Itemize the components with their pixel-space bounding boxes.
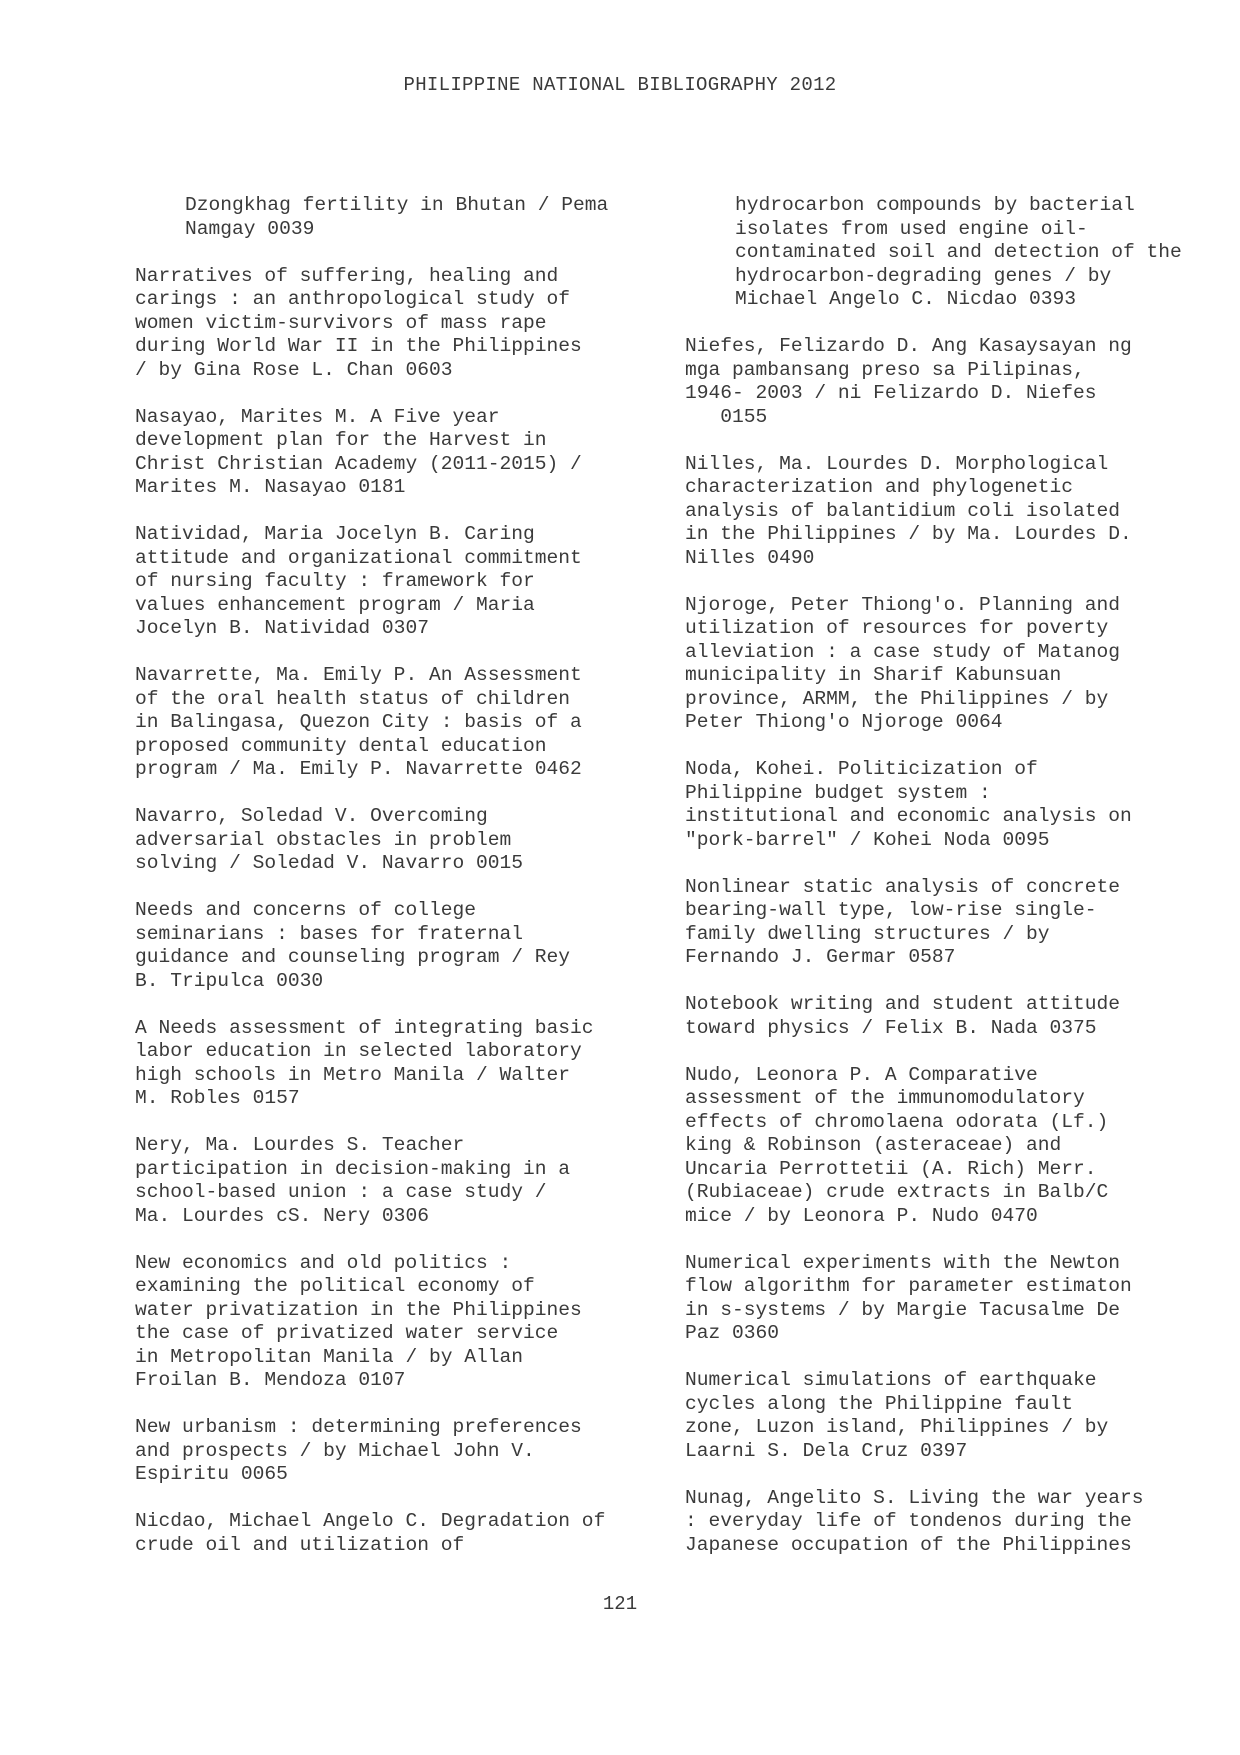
bibliography-entry xyxy=(135,1252,665,1393)
entry-line: B. Tripulca 0030 xyxy=(135,969,324,992)
entry-line: the case of privatized water service xyxy=(135,1322,559,1344)
entry-line: labor education in selected laboratory xyxy=(135,1040,582,1062)
bibliography-entry xyxy=(685,453,1205,571)
entry-line: Japanese occupation of the Philippines xyxy=(685,1533,1132,1556)
left-column xyxy=(135,194,665,1581)
entry-line: Froilan B. Mendoza 0107 xyxy=(135,1369,406,1391)
entry-line: of nursing faculty : framework for xyxy=(135,570,535,592)
entry-line: analysis of balantidium coli isolated xyxy=(685,499,1121,522)
entry-line: high schools in Metro Manila / Walter xyxy=(135,1063,571,1086)
entry-line: of the oral health status of children xyxy=(135,687,571,710)
entry-line: toward physics / Felix B. Nada 0375 xyxy=(685,1016,1097,1039)
entry-line: contaminated soil and detection of the xyxy=(735,241,1182,263)
entry-line: (Rubiaceae) crude extracts in Balb/C xyxy=(685,1181,1109,1203)
entry-line: Niefes, Felizardo D. Ang Kasaysayan ng xyxy=(685,335,1132,357)
entry-line: women victim-survivors of mass rape xyxy=(135,311,547,334)
entry-line: carings : an anthropological study of xyxy=(135,288,571,310)
bibliography-entry xyxy=(135,523,665,641)
entry-line: Nilles 0490 xyxy=(685,546,815,569)
entry-line: king & Robinson (asteraceae) and xyxy=(685,1134,1062,1156)
entry-line: Notebook writing and student attitude xyxy=(685,993,1121,1015)
entry-line: family dwelling structures / by xyxy=(685,922,1050,945)
entry-line: isolates from used engine oil- xyxy=(735,217,1088,240)
entry-line: adversarial obstacles in problem xyxy=(135,828,512,851)
entry-line: zone, Luzon island, Philippines / by xyxy=(685,1416,1109,1438)
entry-line: Natividad, Maria Jocelyn B. Caring xyxy=(135,523,535,545)
bibliography-entry xyxy=(135,1134,665,1228)
entry-line: and prospects / by Michael John V. xyxy=(135,1439,535,1462)
entry-line: hydrocarbon-degrading genes / by xyxy=(735,264,1112,287)
entry-line: values enhancement program / Maria xyxy=(135,593,535,616)
entry-line: during World War II in the Philippines xyxy=(135,335,582,357)
entry-line: Jocelyn B. Natividad 0307 xyxy=(135,617,429,639)
bibliography-entry xyxy=(135,1416,665,1487)
bibliography-entry xyxy=(685,1369,1205,1463)
bibliography-entry-continued xyxy=(135,194,665,241)
bibliography-entry xyxy=(135,664,665,782)
bibliography-entry xyxy=(685,993,1205,1040)
entry-line: municipality in Sharif Kabunsuan xyxy=(685,664,1062,686)
bibliography-entry xyxy=(135,265,665,383)
entry-line: Numerical simulations of earthquake xyxy=(685,1369,1097,1391)
entry-line: province, ARMM, the Philippines / by xyxy=(685,687,1109,710)
entry-line: 0155 xyxy=(685,405,768,428)
entry-line: mga pambansang preso sa Pilipinas, xyxy=(685,358,1085,381)
entry-line: Navarro, Soledad V. Overcoming xyxy=(135,805,488,827)
entry-line: Narratives of suffering, healing and xyxy=(135,264,559,287)
bibliography-entry xyxy=(685,335,1205,429)
entry-line: attitude and organizational commitment xyxy=(135,546,582,569)
entry-line: bearing-wall type, low-rise single- xyxy=(685,899,1097,921)
entry-line: : everyday life of tondenos during the xyxy=(685,1510,1132,1532)
entry-line: crude oil and utilization of xyxy=(135,1533,465,1556)
entry-line: effects of chromolaena odorata (Lf.) xyxy=(685,1110,1109,1133)
bibliography-entry xyxy=(685,758,1205,852)
entry-line: Dzongkhag fertility in Bhutan / Pema xyxy=(185,194,609,216)
bibliography-entry xyxy=(135,406,665,500)
entry-line: Nunag, Angelito S. Living the war years xyxy=(685,1486,1144,1509)
bibliography-entry xyxy=(135,805,665,876)
entry-line: characterization and phylogenetic xyxy=(685,476,1074,498)
bibliography-entry xyxy=(685,1252,1205,1346)
entry-line: M. Robles 0157 xyxy=(135,1087,300,1109)
entry-line: New economics and old politics : xyxy=(135,1251,512,1274)
right-column xyxy=(685,194,1205,1581)
bibliography-entry xyxy=(685,594,1205,735)
entry-line: A Needs assessment of integrating basic xyxy=(135,1016,594,1039)
entry-line: Nonlinear static analysis of concrete xyxy=(685,875,1121,898)
entry-line: in the Philippines / by Ma. Lourdes D. xyxy=(685,523,1132,545)
entry-line: program / Ma. Emily P. Navarrette 0462 xyxy=(135,758,582,780)
entry-line: 1946- 2003 / ni Felizardo D. Niefes xyxy=(685,382,1097,404)
entry-line: Needs and concerns of college xyxy=(135,899,476,921)
entry-line: hydrocarbon compounds by bacterial xyxy=(735,194,1135,216)
entry-line: Laarni S. Dela Cruz 0397 xyxy=(685,1439,968,1462)
entry-line: "pork-barrel" / Kohei Noda 0095 xyxy=(685,828,1050,851)
entry-line: Nudo, Leonora P. A Comparative xyxy=(685,1063,1038,1086)
entry-line: Philippine budget system : xyxy=(685,781,991,804)
entry-line: Numerical experiments with the Newton xyxy=(685,1251,1121,1274)
entry-line: participation in decision-making in a xyxy=(135,1157,571,1180)
entry-line: Namgay 0039 xyxy=(185,217,315,240)
entry-line: alleviation : a case study of Matanog xyxy=(685,640,1121,663)
entry-line: guidance and counseling program / Rey xyxy=(135,946,571,968)
bibliography-entry xyxy=(685,876,1205,970)
page-header: PHILIPPINE NATIONAL BIBLIOGRAPHY 2012 xyxy=(403,74,837,96)
entry-line: Ma. Lourdes cS. Nery 0306 xyxy=(135,1204,429,1227)
bibliography-entry-continued xyxy=(685,194,1205,312)
entry-line: school-based union : a case study / xyxy=(135,1181,547,1203)
entry-line: in Metropolitan Manila / by Allan xyxy=(135,1345,524,1368)
bibliography-entry xyxy=(685,1064,1205,1229)
entry-line: proposed community dental education xyxy=(135,734,547,757)
entry-line: development plan for the Harvest in xyxy=(135,429,547,451)
entry-line: Navarrette, Ma. Emily P. An Assessment xyxy=(135,664,582,686)
entry-line: water privatization in the Philippines xyxy=(135,1298,582,1321)
entry-line: Fernando J. Germar 0587 xyxy=(685,946,956,968)
entry-line: assessment of the immunomodulatory xyxy=(685,1087,1085,1109)
entry-line: Michael Angelo C. Nicdao 0393 xyxy=(735,288,1076,310)
entry-line: Nasayao, Marites M. A Five year xyxy=(135,405,500,428)
entry-line: institutional and economic analysis on xyxy=(685,805,1132,827)
entry-line: utilization of resources for poverty xyxy=(685,617,1109,639)
entry-line: seminarians : bases for fraternal xyxy=(135,922,524,945)
entry-line: Nicdao, Michael Angelo C. Degradation of xyxy=(135,1510,606,1532)
entry-line: Nilles, Ma. Lourdes D. Morphological xyxy=(685,452,1109,475)
entry-line: cycles along the Philippine fault xyxy=(685,1392,1074,1415)
bibliography-entry xyxy=(135,1510,665,1557)
entry-line: Espiritu 0065 xyxy=(135,1463,288,1485)
entry-line: Christ Christian Academy (2011-2015) / xyxy=(135,452,582,475)
bibliography-entry xyxy=(135,899,665,993)
entry-line: / by Gina Rose L. Chan 0603 xyxy=(135,358,453,381)
entry-line: examining the political economy of xyxy=(135,1275,535,1297)
bibliography-entry xyxy=(135,1017,665,1111)
entry-line: Nery, Ma. Lourdes S. Teacher xyxy=(135,1134,465,1156)
page-number: 121 xyxy=(602,1593,638,1615)
entry-line: Peter Thiong'o Njoroge 0064 xyxy=(685,711,1003,733)
entry-line: New urbanism : determining preferences xyxy=(135,1416,582,1438)
entry-line: solving / Soledad V. Navarro 0015 xyxy=(135,852,524,874)
bibliography-entry xyxy=(685,1487,1205,1558)
entry-line: in s-systems / by Margie Tacusalme De xyxy=(685,1298,1121,1321)
entry-line: in Balingasa, Quezon City : basis of a xyxy=(135,711,582,733)
entry-line: Uncaria Perrottetii (A. Rich) Merr. xyxy=(685,1157,1097,1180)
entry-line: Marites M. Nasayao 0181 xyxy=(135,476,406,498)
entry-line: mice / by Leonora P. Nudo 0470 xyxy=(685,1204,1038,1227)
entry-line: Njoroge, Peter Thiong'o. Planning and xyxy=(685,593,1121,616)
entry-line: Noda, Kohei. Politicization of xyxy=(685,758,1038,780)
entry-line: Paz 0360 xyxy=(685,1322,780,1344)
entry-line: flow algorithm for parameter estimaton xyxy=(685,1275,1132,1297)
